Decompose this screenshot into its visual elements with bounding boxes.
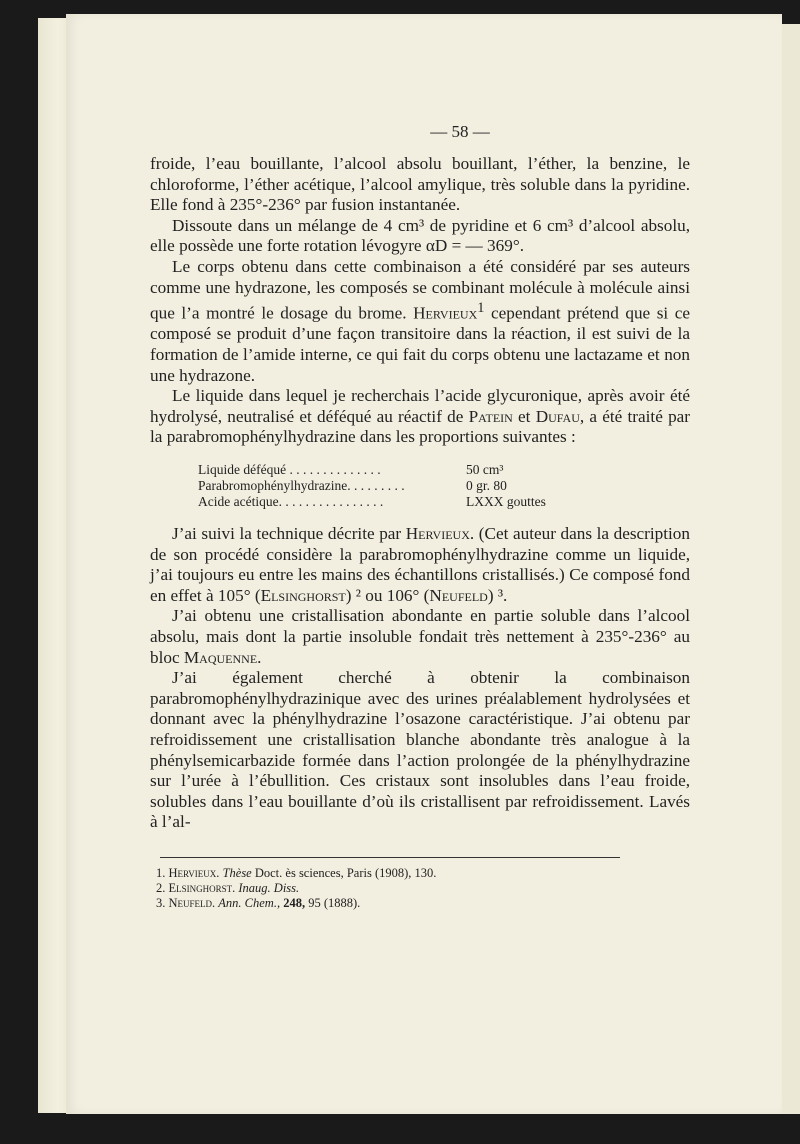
paragraph-solubility: froide, l’eau bouillante, l’alcool absolu bouillant, l’éther, la benzine, le chloroforme, l’éther acétique, l’alcool amylique, très soluble dans la pyridine. Elle fond à 235°-236° par fusion instantanée. bbox=[150, 154, 690, 215]
paragraph-crystallisation: J’ai obtenu une cristallisation abondante en partie soluble dans l’alcool absolu, mais dont la partie insoluble fondait très nettement à 235°-236° au bloc Maquenne. bbox=[150, 606, 690, 667]
table-row: Parabromophénylhydrazine. . . . . . . . . 0 gr. 80 bbox=[198, 478, 507, 494]
author-name: Hervieux bbox=[405, 524, 470, 544]
author-name: Maquenne bbox=[183, 647, 258, 667]
footnote-1: 1. Hervieux. Thèse Doct. ès sciences, Paris (1908), 130. bbox=[156, 865, 437, 880]
author-name: Elsinghorst bbox=[260, 585, 346, 605]
footnote-3: 3. Neufeld. Ann. Chem., 248, 95 (1888). bbox=[156, 895, 361, 910]
paragraph-technique: J’ai suivi la technique décrite par Hervieux. (Cet auteur dans la description de son procédé considère la parabromophénylhydrazine comme un liquide, j’ai toujours eu entre les mains des échantillons cristallisés.) Ce composé fond en effet à 105° (Elsinghorst) ² ou 106° (Neufeld) ³. bbox=[150, 524, 690, 605]
page-content bbox=[150, 122, 690, 911]
footnote-divider bbox=[160, 857, 620, 858]
table-row: Liquide déféqué . . . . . . . . . . . . . . 50 cm³ bbox=[198, 462, 504, 478]
table-row: Acide acétique. . . . . . . . . . . . . . . . LXXX gouttes bbox=[198, 494, 546, 510]
footnotes bbox=[156, 866, 690, 911]
page-number: — 58 — bbox=[430, 122, 490, 141]
proportions-table bbox=[198, 462, 546, 510]
paragraph-liquid: Le liquide dans lequel je recherchais l’acide glycuronique, après avoir été hydrolysé, neutralisé et déféqué au réactif de Patein et Dufau, a été traité par la parabromophénylhydrazine dans les proportions suivantes : bbox=[150, 386, 691, 447]
author-name: Patein bbox=[468, 406, 513, 426]
author-name: Neufeld bbox=[429, 585, 488, 605]
author-name: Dufau bbox=[535, 406, 580, 426]
author-name: Hervieux bbox=[413, 303, 478, 323]
next-page-edge bbox=[780, 24, 800, 1114]
footnote-2: 2. Elsinghorst. Inaug. Diss. bbox=[156, 880, 300, 895]
paragraph-urines: J’ai également cherché à obtenir la combinaison parabromophénylhydrazinique avec des urines préalablement hydrolysées et donnant avec la phénylhydrazine l’osazone caractéristique. J’ai obtenu par refroidissement une cristallisation blanche abondante très analogue à la phénylsemicarbazide formée dans l’action prolongée de la phénylhydrazine sur l’urée à l’ébullition. Ces cristaux sont insolubles dans l’eau froide, solubles dans l’eau bouillante d’où ils cristallisent par refroidissement. Lavés à l’al- bbox=[150, 668, 690, 832]
paragraph-rotation: Dissoute dans un mélange de 4 cm³ de pyridine et 6 cm³ d’alcool absolu, elle possède une forte rotation lévogyre αD = — 369°. bbox=[150, 215, 690, 256]
paragraph-hydrazone: Le corps obtenu dans cette combinaison a été considéré par ses auteurs comme une hydrazone, les composés se combinant molécule à molécule ainsi que l’a montré le dosage du brome. Hervieux$^1$ cependant prétend que si ce composé se produit d’une façon transitoire dans la réaction, il est suivi de la formation de l’amide interne, ce qui fait du corps obtenu une lactazame et non une hydrazone. bbox=[150, 256, 691, 385]
